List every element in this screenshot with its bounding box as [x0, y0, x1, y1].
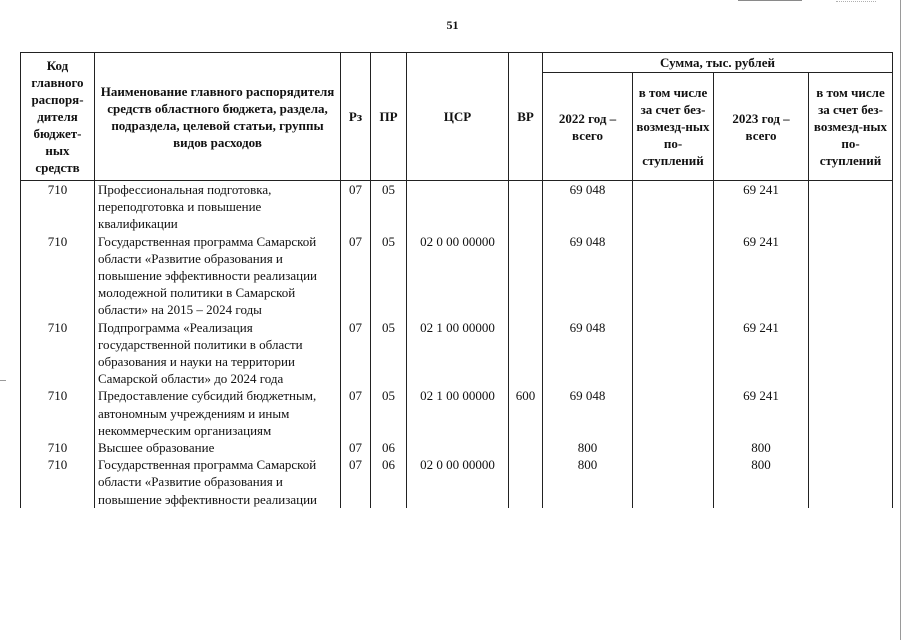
- scan-artifact-right-edge: [900, 0, 901, 640]
- cell-2023-total: 69 241: [714, 387, 809, 439]
- scan-artifact-top: [738, 0, 802, 1]
- cell-2023-free: [809, 319, 893, 388]
- cell-name: Профессиональная подготовка, переподготовка и повышение квалификации: [95, 181, 341, 233]
- budget-table: [20, 52, 893, 508]
- header-2022-free: в том числе за счет без-возмезд-ных по-ступлений: [633, 73, 714, 181]
- cell-2023-free: [809, 387, 893, 439]
- table-header: [21, 53, 893, 181]
- cell-name: Государственная программа Самарской области «Развитие образования и повышение эффективности реализации: [95, 456, 341, 508]
- cell-2022-free: [633, 319, 714, 388]
- header-code: Код главного распоря-дителя бюджет-ных средств: [21, 53, 95, 181]
- header-sum: Сумма, тыс. рублей: [543, 53, 893, 73]
- cell-code: 710: [21, 181, 95, 233]
- cell-vr: [509, 319, 543, 388]
- scan-artifact-top-dotted: [836, 1, 876, 2]
- cell-2023-total: 800: [714, 439, 809, 456]
- cell-2023-free: [809, 233, 893, 319]
- cell-name: Высшее образование: [95, 439, 341, 456]
- cell-name: Государственная программа Самарской области «Развитие образования и повышение эффективности реализации молодежной политики в Самарской области» на 2015 – 2024 годы: [95, 233, 341, 319]
- table-row: [21, 181, 893, 233]
- cell-2023-total: 69 241: [714, 181, 809, 233]
- cell-csr: [407, 181, 509, 233]
- cell-2023-free: [809, 439, 893, 456]
- cell-2023-total: 800: [714, 456, 809, 508]
- cell-rz: 07: [341, 456, 371, 508]
- table-row: [21, 387, 893, 439]
- cell-code: 710: [21, 319, 95, 388]
- cell-2023-total: 69 241: [714, 233, 809, 319]
- cell-2022-free: [633, 387, 714, 439]
- cell-2023-free: [809, 181, 893, 233]
- page-number: 51: [446, 18, 459, 32]
- cell-2022-free: [633, 181, 714, 233]
- cell-vr: [509, 233, 543, 319]
- cell-vr: 600: [509, 387, 543, 439]
- cell-2022-total: 69 048: [543, 319, 633, 388]
- cell-pr: 05: [371, 319, 407, 388]
- cell-pr: 06: [371, 439, 407, 456]
- cell-pr: 05: [371, 181, 407, 233]
- cell-pr: 05: [371, 233, 407, 319]
- header-2023-free: в том числе за счет без-возмезд-ных по-ступлений: [809, 73, 893, 181]
- cell-2022-total: 69 048: [543, 181, 633, 233]
- cell-rz: 07: [341, 387, 371, 439]
- table-row: [21, 456, 893, 508]
- header-2022-total: 2022 год – всего: [543, 73, 633, 181]
- cell-2022-total: 69 048: [543, 233, 633, 319]
- cell-csr: 02 1 00 00000: [407, 319, 509, 388]
- cell-2023-free: [809, 456, 893, 508]
- cell-2022-total: 800: [543, 456, 633, 508]
- cell-name: Подпрограмма «Реализация государственной политики в области образования и науки на территории Самарской области» до 2024 года: [95, 319, 341, 388]
- cell-2022-free: [633, 439, 714, 456]
- table-row: [21, 439, 893, 456]
- cell-2023-total: 69 241: [714, 319, 809, 388]
- header-vr: ВР: [509, 53, 543, 181]
- scan-artifact-left-tick: [0, 380, 6, 381]
- cell-code: 710: [21, 387, 95, 439]
- cell-rz: 07: [341, 181, 371, 233]
- cell-csr: 02 0 00 00000: [407, 233, 509, 319]
- cell-pr: 06: [371, 456, 407, 508]
- cell-csr: 02 1 00 00000: [407, 387, 509, 439]
- cell-vr: [509, 439, 543, 456]
- cell-code: 710: [21, 439, 95, 456]
- cell-name: Предоставление субсидий бюджетным, автономным учреждениям и иным некоммерческим организациям: [95, 387, 341, 439]
- cell-csr: 02 0 00 00000: [407, 456, 509, 508]
- cell-csr: [407, 439, 509, 456]
- table-row: [21, 233, 893, 319]
- table-body: [21, 181, 893, 508]
- cell-pr: 05: [371, 387, 407, 439]
- header-rz: Рз: [341, 53, 371, 181]
- cell-2022-free: [633, 233, 714, 319]
- header-pr: ПР: [371, 53, 407, 181]
- cell-vr: [509, 181, 543, 233]
- cell-2022-free: [633, 456, 714, 508]
- cell-code: 710: [21, 456, 95, 508]
- cell-code: 710: [21, 233, 95, 319]
- cell-rz: 07: [341, 233, 371, 319]
- cell-rz: 07: [341, 319, 371, 388]
- cell-2022-total: 800: [543, 439, 633, 456]
- table-row: [21, 319, 893, 388]
- header-2023-total: 2023 год – всего: [714, 73, 809, 181]
- cell-2022-total: 69 048: [543, 387, 633, 439]
- cell-rz: 07: [341, 439, 371, 456]
- header-name: Наименование главного распорядителя средств областного бюджета, раздела, подраздела, целевой статьи, группы видов расходов: [95, 53, 341, 181]
- header-csr: ЦСР: [407, 53, 509, 181]
- cell-vr: [509, 456, 543, 508]
